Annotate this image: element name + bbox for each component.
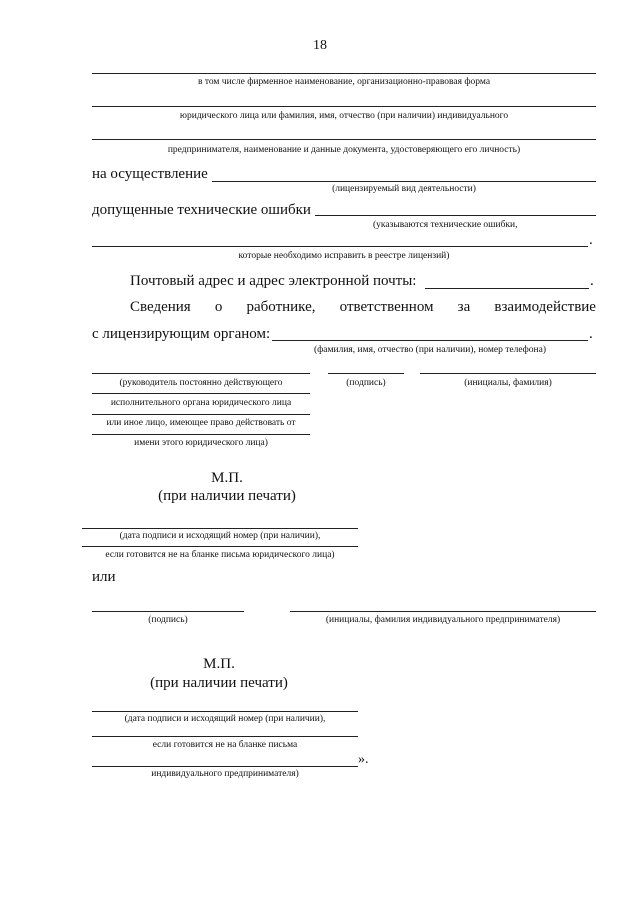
date-field-1[interactable] (82, 528, 358, 529)
info-word-4: ответственном (339, 299, 434, 315)
activity-field[interactable] (212, 181, 596, 182)
initials-caption: (инициалы, фамилия) (464, 378, 552, 388)
stamp-label-1: М.П. (211, 470, 243, 486)
initials-field[interactable] (420, 373, 596, 374)
activity-label: на осуществление (92, 166, 208, 182)
postal-end: . (590, 273, 594, 289)
authority-end: . (589, 326, 593, 342)
field-line-2[interactable] (92, 106, 596, 107)
signature-caption-2: (подпись) (148, 615, 188, 625)
info-line (130, 299, 596, 316)
date-field-1b (82, 546, 358, 547)
sign-caption-1: (руководитель постоянно действующего (119, 378, 283, 388)
caption-2: юридического лица или фамилия, имя, отчество (при наличии) индивидуального (179, 111, 509, 121)
date-field-2c (92, 766, 358, 767)
authority-field[interactable] (272, 340, 588, 341)
authority-label: с лицензирующим органом: (92, 326, 271, 342)
sign-caption-2: исполнительного органа юридического лица (110, 398, 292, 408)
sign-caption-4: имени этого юридического лица) (134, 438, 268, 448)
date-caption-4: если готовится не на бланке письма (152, 740, 298, 750)
info-word-2: о (214, 299, 223, 315)
errors-caption-2: которые необходимо исправить в реестре лицензий) (238, 251, 450, 261)
postal-field[interactable] (425, 288, 589, 289)
info-word-1: Сведения (130, 299, 191, 315)
caption-3: предпринимателя, наименование и данные документа, удостоверяющего его личность) (167, 145, 521, 155)
date-field-2[interactable] (92, 711, 358, 712)
info-word-5: за (457, 299, 471, 315)
errors-field[interactable] (315, 215, 596, 216)
head-field-2 (92, 393, 310, 394)
info-word-6: взаимодействие (494, 299, 596, 315)
errors-end: . (589, 232, 593, 248)
field-line-1[interactable] (92, 73, 596, 74)
head-field-4 (92, 434, 310, 435)
signature-field-2[interactable] (92, 611, 244, 612)
field-line-3[interactable] (92, 139, 596, 140)
date-caption-5: индивидуального предпринимателя) (151, 769, 299, 779)
sign-caption-3: или иное лицо, имеющее право действовать от (106, 418, 296, 428)
postal-label: Почтовый адрес и адрес электронной почты: (130, 273, 417, 289)
initials-field-2[interactable] (290, 611, 596, 612)
head-field-3 (92, 414, 310, 415)
signature-caption: (подпись) (346, 378, 386, 388)
date-caption-1: (дата подписи и исходящий номер (при наличии), (119, 531, 321, 541)
stamp-sub-2: (при наличии печати) (150, 675, 288, 691)
info-word-3: работнике, (246, 299, 316, 315)
signature-field[interactable] (328, 373, 404, 374)
errors-field-2[interactable] (92, 246, 588, 247)
authority-caption: (фамилия, имя, отчество (при наличии), номер телефона) (313, 345, 547, 355)
errors-caption: (указываются технические ошибки, (373, 220, 518, 230)
caption-1: в том числе фирменное наименование, организационно-правовая форма (197, 77, 491, 87)
activity-caption: (лицензируемый вид деятельности) (332, 184, 476, 194)
or-label: или (92, 569, 116, 585)
date-caption-2: если готовится не на бланке письма юридического лица) (105, 550, 335, 560)
head-field[interactable] (92, 373, 310, 374)
page-number: 18 (313, 38, 327, 53)
quote-end: ». (358, 752, 369, 767)
initials-caption-2: (инициалы, фамилия индивидуального предпринимателя) (325, 615, 561, 625)
errors-label: допущенные технические ошибки (92, 202, 311, 218)
date-field-2b (92, 736, 358, 737)
date-caption-3: (дата подписи и исходящий номер (при наличии), (124, 714, 326, 724)
stamp-sub-1: (при наличии печати) (158, 488, 296, 504)
stamp-label-2: М.П. (203, 656, 235, 672)
